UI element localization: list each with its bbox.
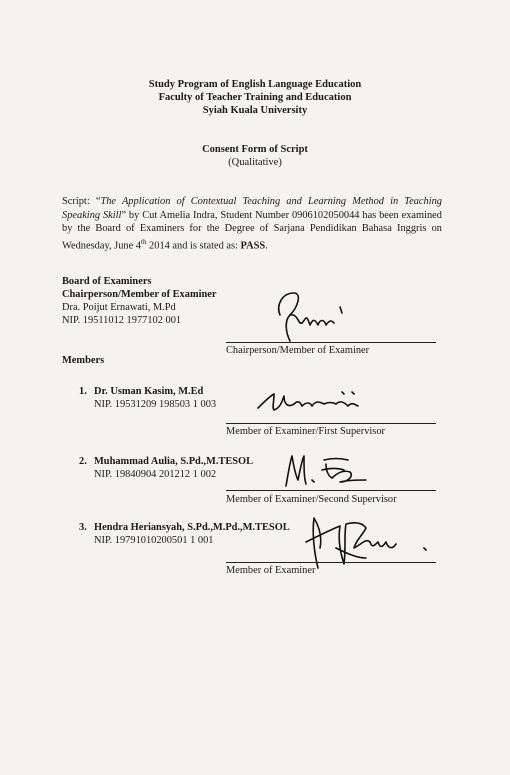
header-university: Syiah Kuala University — [202, 105, 308, 116]
member-3-nip: NIP. 19791010200501 1 001 — [94, 535, 214, 546]
chair-signature-label: Chairperson/Member of Examiner — [226, 345, 370, 356]
member-1-nip: NIP. 19531209 198503 1 003 — [94, 399, 217, 410]
member-3-name: Hendra Heriansyah, S.Pd.,M.Pd.,M.TESOL — [94, 522, 290, 533]
member-2-signature — [282, 450, 382, 490]
member-1-number: 1. — [79, 386, 87, 397]
member-3-signature-line — [226, 562, 436, 563]
member-1-signature — [254, 380, 374, 420]
chair-nip: NIP. 19511012 1977102 001 — [62, 315, 182, 326]
para-after-date: 2014 and is stated as: — [146, 239, 241, 251]
member-2-signature-label: Member of Examiner/Second Supervisor — [226, 494, 397, 505]
member-2-number: 2. — [79, 456, 87, 467]
document-title: Consent Form of Script — [202, 144, 308, 155]
member-1-signature-line — [226, 423, 436, 424]
chair-name: Dra. Poijut Ernawati, M.Pd — [62, 302, 176, 313]
para-end: . — [265, 239, 268, 251]
board-role-heading: Chairperson/Member of Examiner — [62, 289, 217, 300]
para-prefix: Script: “ — [62, 196, 101, 207]
chair-signature — [268, 285, 368, 345]
member-3-signature-label: Member of Examiner — [226, 565, 316, 576]
statement-paragraph — [62, 195, 442, 252]
member-3-signature — [300, 508, 430, 578]
member-2-name: Muhammad Aulia, S.Pd.,M.TESOL — [94, 456, 254, 467]
chair-signature-line — [226, 342, 436, 343]
header-program: Study Program of English Language Education — [148, 79, 362, 90]
members-heading: Members — [62, 355, 105, 366]
member-2-signature-line — [226, 490, 436, 491]
result-pass: PASS — [240, 239, 266, 251]
board-heading: Board of Examiners — [62, 276, 152, 287]
para-middle: ” by Cut Amelia Indra, Student Number 0906102050044 has been examined by the Board of Examiners for the Degree of Sarjana Pendidikan Bahasa Inggris on Wednesday, June 4 — [62, 209, 442, 251]
document-subtitle: (Qualitative) — [228, 157, 282, 168]
member-1-signature-label: Member of Examiner/First Supervisor — [226, 426, 386, 437]
script-title: The Application of Contextual Teaching and Learning Method in Teaching Speaking Skill — [62, 196, 442, 221]
member-1-name: Dr. Usman Kasim, M.Ed — [94, 386, 204, 397]
header-faculty: Faculty of Teacher Training and Education — [158, 92, 352, 103]
member-2-nip: NIP. 19840904 201212 1 002 — [94, 469, 217, 480]
date-suffix: th — [141, 237, 147, 246]
member-3-number: 3. — [79, 522, 87, 533]
